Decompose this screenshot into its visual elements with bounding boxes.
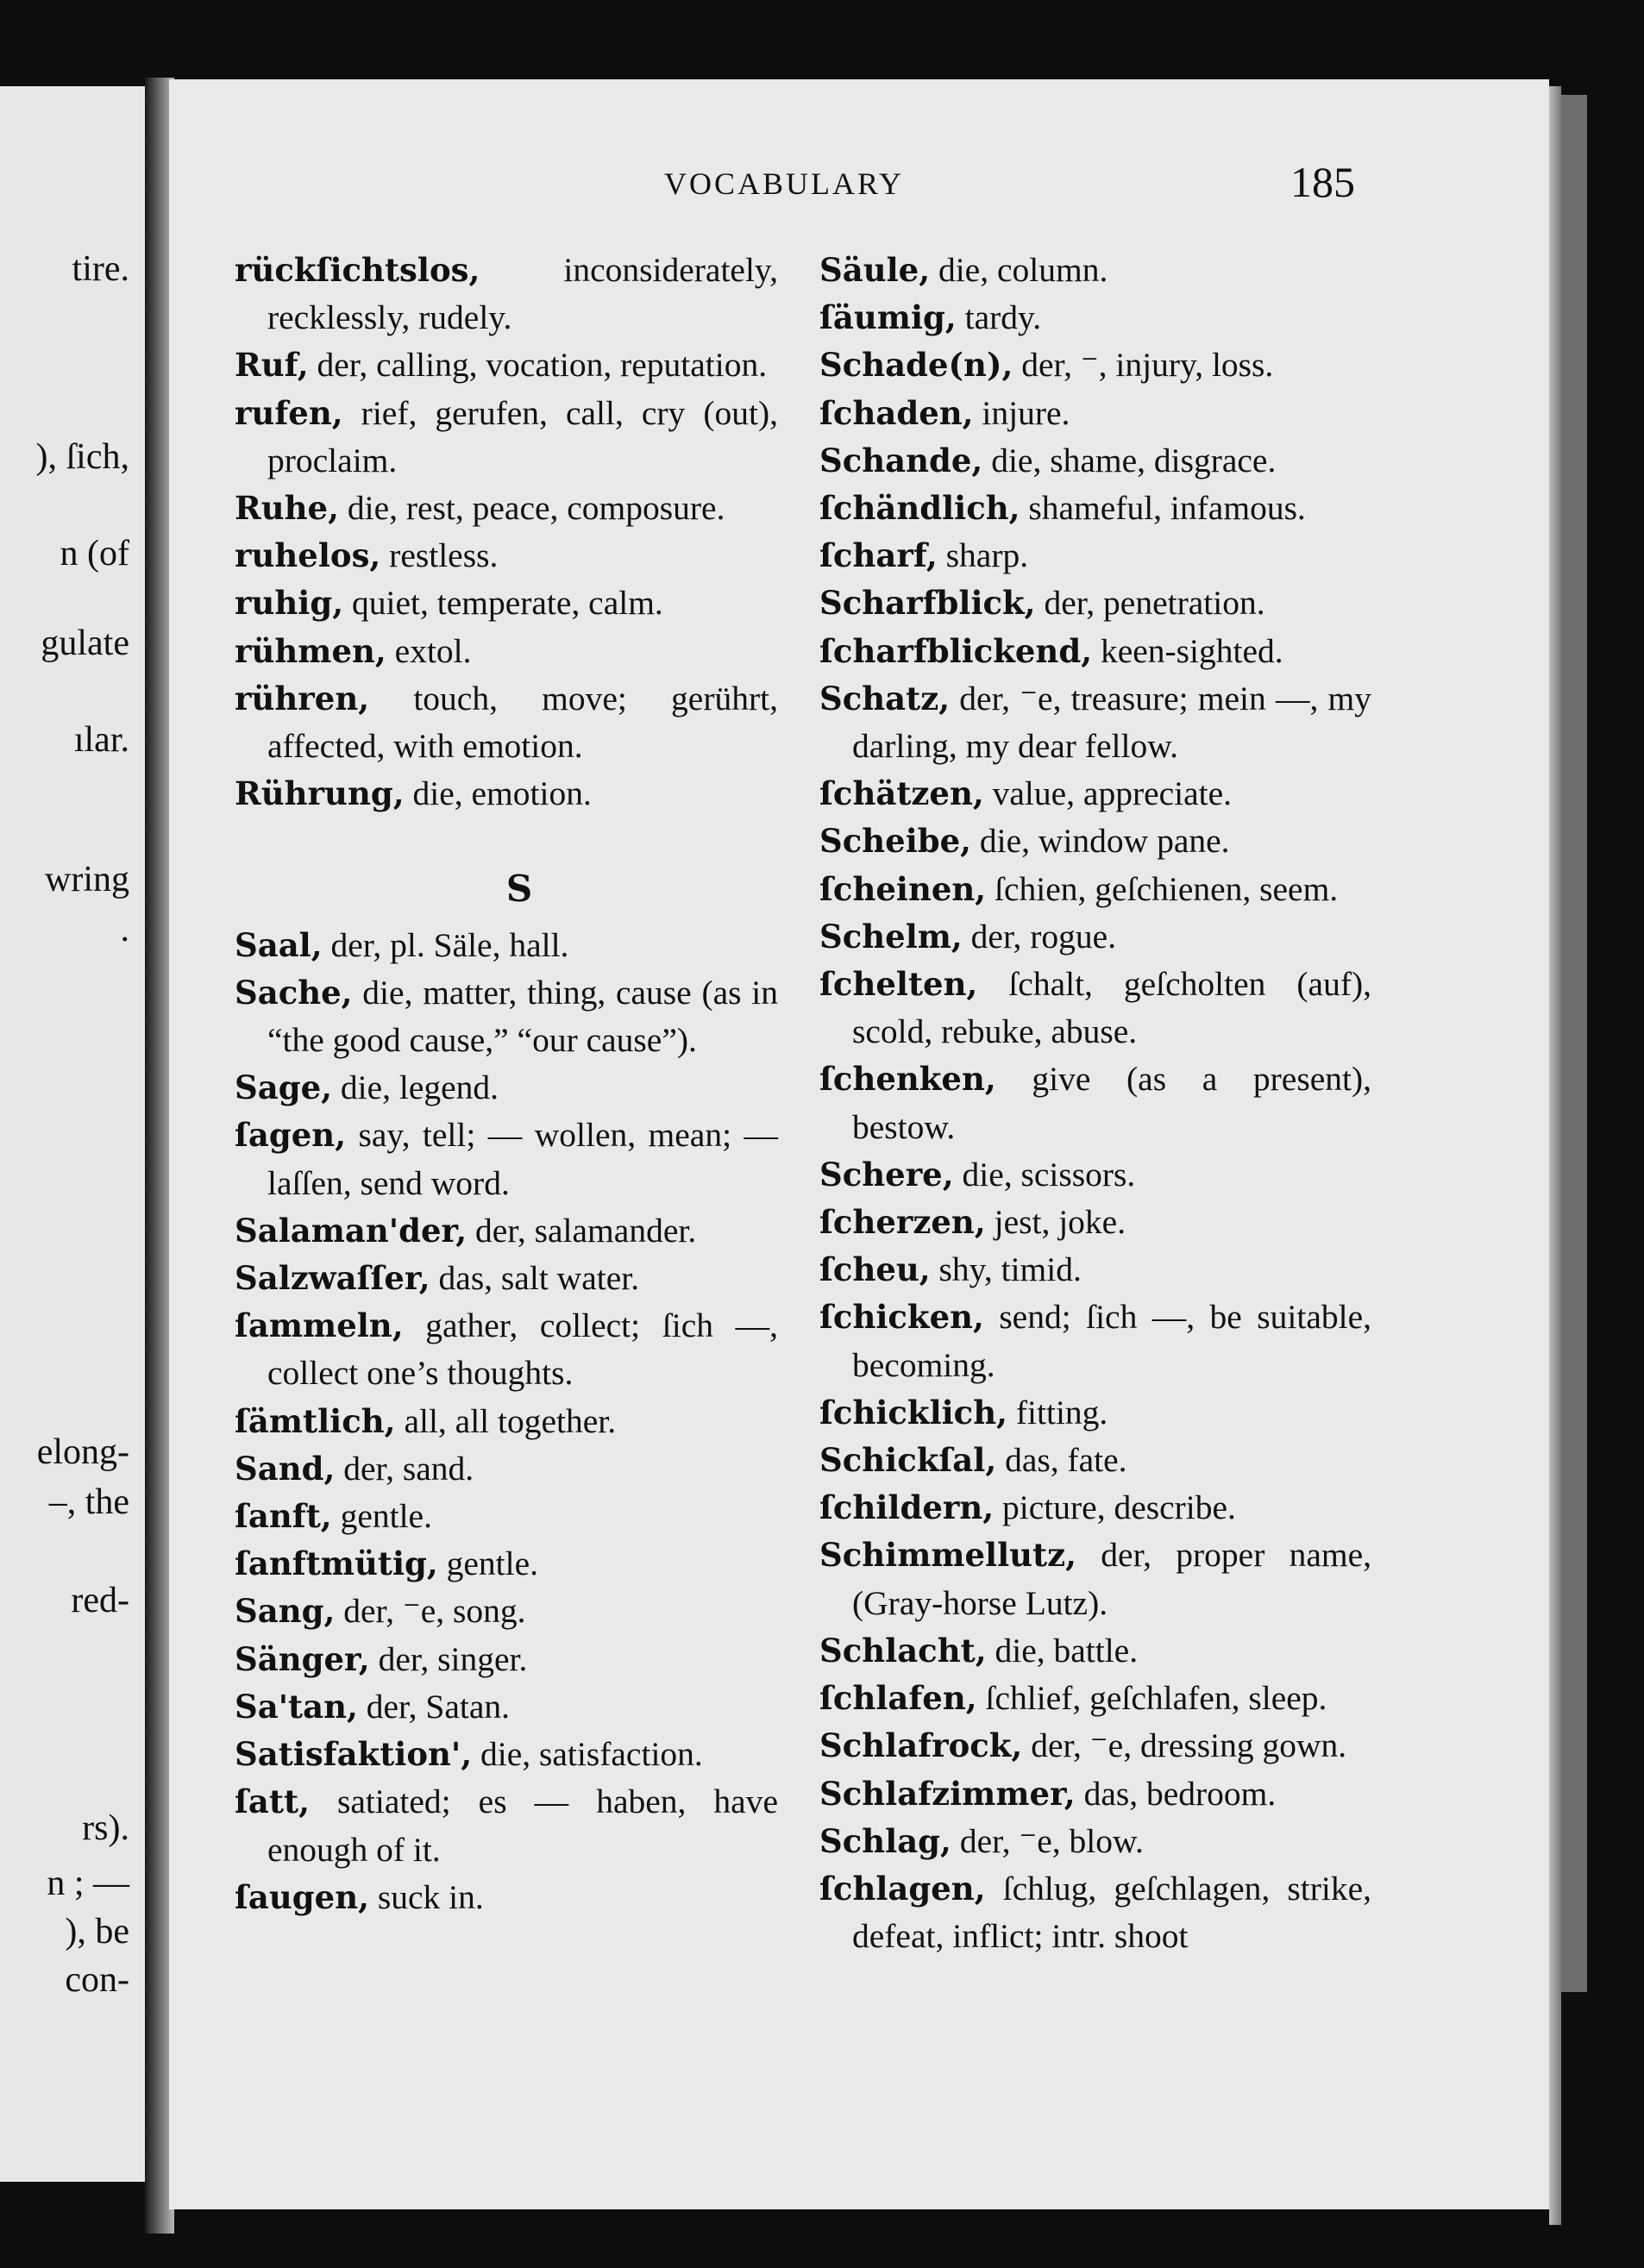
dictionary-entry xyxy=(235,1683,778,1731)
entry-definition: der, sand. xyxy=(335,1449,474,1488)
dictionary-entry xyxy=(819,247,1371,294)
dictionary-entry xyxy=(819,294,1371,341)
entry-definition: ſchlief, geſchlafen, sleep. xyxy=(976,1679,1327,1718)
entry-definition: gentle. xyxy=(437,1544,539,1583)
entry-headword: ſammeln, xyxy=(235,1306,404,1345)
entry-definition: all, all together. xyxy=(395,1401,617,1440)
facing-page-text: . xyxy=(120,910,129,949)
book-cover-edge xyxy=(1561,95,1587,1992)
facing-page-text: red- xyxy=(71,1581,129,1620)
entry-definition: touch, move; gerührt, affected, with emotion. xyxy=(267,679,778,766)
entry-definition: ſchlug, geſchlagen, strike, defeat, inflict; intr. shoot xyxy=(852,1869,1371,1956)
entry-headword: Schlafrock, xyxy=(819,1726,1023,1765)
entry-headword: Schatz, xyxy=(819,679,951,717)
entry-definition: jest, joke. xyxy=(985,1203,1126,1242)
entry-headword: Sang, xyxy=(235,1592,336,1631)
dictionary-entry xyxy=(819,437,1371,485)
entry-definition: restless. xyxy=(380,536,499,575)
entry-headword: ſcherzen, xyxy=(819,1203,986,1242)
entry-headword: Saal, xyxy=(235,925,323,964)
dictionary-entry xyxy=(235,922,778,969)
entry-definition: der, ⁻e, treasure; mein —, my darling, my dear fellow. xyxy=(852,679,1371,766)
dictionary-entry xyxy=(235,485,778,532)
entry-headword: Scheibe, xyxy=(819,822,972,861)
entry-headword: ſagen, xyxy=(235,1116,347,1155)
running-title: VOCABULARY xyxy=(664,166,905,201)
dictionary-entry xyxy=(819,1532,1371,1626)
entry-definition: der, calling, vocation, reputation. xyxy=(308,346,768,385)
dictionary-entry xyxy=(819,1818,1371,1865)
facing-page-text: –, the xyxy=(48,1482,129,1522)
facing-page-text: elong- xyxy=(36,1432,129,1472)
entry-headword: ſaugen, xyxy=(235,1877,369,1916)
facing-page-text: wring xyxy=(45,860,129,899)
dictionary-entry xyxy=(819,1627,1371,1675)
entry-definition: suck in. xyxy=(369,1877,484,1916)
entry-definition: shameful, infamous. xyxy=(1020,489,1306,528)
dictionary-entry xyxy=(235,1112,778,1206)
entry-headword: ſanft, xyxy=(235,1497,332,1536)
entry-headword: Ruhe, xyxy=(235,489,339,528)
dictionary-entry xyxy=(819,866,1371,913)
entry-headword: ſcheu, xyxy=(819,1250,931,1289)
dictionary-entry xyxy=(235,247,778,341)
dictionary-entry xyxy=(235,580,778,627)
entry-definition: inconsiderately, recklessly, rudely. xyxy=(267,251,778,337)
dictionary-entry xyxy=(235,1064,778,1112)
entry-headword: ſcharfblickend, xyxy=(819,631,1093,670)
entry-headword: ſchändlich, xyxy=(819,489,1020,528)
dictionary-entry xyxy=(819,1437,1371,1484)
entry-headword: rückſichtslos, xyxy=(235,251,480,289)
dictionary-entry xyxy=(819,1722,1371,1770)
dictionary-entry xyxy=(235,1588,778,1635)
entry-definition: die, scissors. xyxy=(953,1155,1136,1194)
entry-headword: ſchenken, xyxy=(819,1060,996,1099)
entry-headword: Satisfaktion', xyxy=(235,1735,473,1774)
dictionary-entry xyxy=(819,580,1371,627)
entry-definition: die, column. xyxy=(930,251,1108,289)
dictionary-entry xyxy=(235,675,778,770)
entry-definition: extol. xyxy=(386,631,472,670)
entry-definition: das, salt water. xyxy=(430,1259,640,1298)
entry-definition: die, window pane. xyxy=(971,822,1230,861)
entry-headword: ſäumig, xyxy=(819,298,957,337)
facing-page-text: con- xyxy=(65,1960,129,2000)
entry-definition: das, fate. xyxy=(996,1441,1127,1480)
entry-headword: Schade(n), xyxy=(819,346,1013,385)
entry-definition: der, salamander. xyxy=(467,1211,697,1250)
entry-definition: send; ſich —, be suitable, becoming. xyxy=(852,1298,1371,1384)
entry-definition: gather, collect; ſich —, collect one’s thoughts. xyxy=(267,1306,778,1393)
dictionary-entry xyxy=(235,1874,778,1921)
entry-definition: der, ⁻e, dressing gown. xyxy=(1022,1726,1347,1765)
dictionary-entry xyxy=(819,1294,1371,1388)
dictionary-entry xyxy=(235,1636,778,1683)
entry-definition: der, ⁻e, song. xyxy=(335,1592,526,1631)
entry-definition: shy, timid. xyxy=(930,1250,1082,1289)
entry-headword: ſatt, xyxy=(235,1782,310,1821)
entry-definition: satiated; es — haben, have enough of it. xyxy=(267,1782,778,1869)
dictionary-entry xyxy=(819,818,1371,865)
dictionary-entry xyxy=(235,1445,778,1493)
facing-page-text: ), be xyxy=(65,1912,129,1952)
entry-headword: Scharfblick, xyxy=(819,584,1036,623)
dictionary-entry xyxy=(235,1302,778,1397)
facing-page-text: ılar. xyxy=(73,720,129,760)
dictionary-entry xyxy=(235,1398,778,1445)
entry-definition: der, penetration. xyxy=(1035,584,1265,623)
entry-headword: ſcheinen, xyxy=(819,869,987,908)
right-column xyxy=(819,247,1371,1960)
entry-definition: die, battle. xyxy=(986,1631,1139,1670)
entry-definition: der, proper name, (Gray-horse Lutz). xyxy=(852,1536,1371,1622)
dictionary-entry xyxy=(235,1778,778,1873)
entry-headword: Sache, xyxy=(235,973,353,1012)
entry-definition: die, matter, thing, cause (as in “the good cause,” “our cause”). xyxy=(267,973,778,1060)
entry-definition: der, ⁻e, blow. xyxy=(951,1821,1144,1860)
entry-definition: gentle. xyxy=(331,1497,432,1536)
entry-headword: Schlag, xyxy=(819,1821,951,1860)
entry-headword: Ruf, xyxy=(235,346,309,385)
entry-definition: give (as a present), bestow. xyxy=(852,1060,1371,1146)
dictionary-entry xyxy=(819,1199,1371,1246)
entry-headword: Schere, xyxy=(819,1155,954,1194)
entry-definition: die, emotion. xyxy=(404,774,592,813)
dictionary-entry xyxy=(235,341,778,389)
entry-headword: Rührung, xyxy=(235,774,405,813)
dictionary-entry xyxy=(235,1207,778,1255)
facing-page-text: rs). xyxy=(82,1808,129,1848)
entry-headword: ſchildern, xyxy=(819,1488,995,1527)
entry-definition: quiet, temperate, calm. xyxy=(343,584,663,623)
entry-definition: fitting. xyxy=(1007,1393,1108,1432)
entry-definition: der, pl. Säle, hall. xyxy=(322,925,569,964)
entry-headword: ſchlagen, xyxy=(819,1869,986,1908)
entry-definition: der, rogue. xyxy=(962,917,1117,955)
entry-headword: Salaman'der, xyxy=(235,1211,467,1250)
entry-definition: die, rest, peace, composure. xyxy=(338,489,725,528)
entry-headword: ſchelten, xyxy=(819,965,978,1004)
entry-headword: Sänger, xyxy=(235,1639,370,1678)
left-column xyxy=(235,247,778,1921)
entry-definition: say, tell; — wollen, mean; — laſſen, send word. xyxy=(267,1116,778,1202)
facing-page-text: gulate xyxy=(41,623,129,663)
entry-headword: ſcharf, xyxy=(819,536,938,575)
dictionary-entry xyxy=(819,1151,1371,1199)
dictionary-entry xyxy=(235,1493,778,1540)
entry-headword: ruhelos, xyxy=(235,536,381,575)
entry-definition: der, singer. xyxy=(369,1639,528,1678)
entry-definition: die, legend. xyxy=(332,1068,499,1107)
page-number: 185 xyxy=(1290,158,1355,206)
dictionary-entry xyxy=(235,969,778,1064)
entry-headword: ſchicken, xyxy=(819,1298,984,1337)
page-edge xyxy=(1549,86,1561,2225)
facing-page-text: ), ſich, xyxy=(35,437,129,477)
dictionary-entry xyxy=(819,341,1371,389)
page-header xyxy=(169,158,1549,217)
entry-headword: ruhig, xyxy=(235,584,344,623)
dictionary-entry xyxy=(819,485,1371,532)
entry-definition: ſchien, geſchienen, seem. xyxy=(986,869,1339,908)
entry-headword: ſchlafen, xyxy=(819,1679,977,1718)
entry-definition: injure. xyxy=(973,393,1070,432)
dictionary-entry xyxy=(819,1675,1371,1722)
facing-page-text: n ; — xyxy=(47,1864,129,1903)
dictionary-entry xyxy=(819,1865,1371,1960)
facing-page-text: tire. xyxy=(72,249,129,289)
entry-headword: ſanftmütig, xyxy=(235,1544,438,1583)
entries-s xyxy=(235,922,778,1921)
dictionary-entry xyxy=(819,961,1371,1056)
entry-headword: Säule, xyxy=(819,251,931,289)
entry-definition: das, bedroom. xyxy=(1075,1774,1277,1813)
entry-definition: tardy. xyxy=(956,298,1042,337)
entry-definition: sharp. xyxy=(937,536,1029,575)
dictionary-entry xyxy=(819,390,1371,437)
entry-headword: ſämtlich, xyxy=(235,1401,396,1440)
dictionary-entry xyxy=(819,770,1371,818)
section-letter-heading: S xyxy=(505,868,533,911)
entry-headword: Schlafzimmer, xyxy=(819,1774,1076,1813)
entry-definition: die, satisfaction. xyxy=(472,1735,703,1774)
dictionary-entry xyxy=(235,770,778,818)
entry-headword: ſchaden, xyxy=(819,393,974,432)
entry-headword: Sand, xyxy=(235,1449,336,1488)
entry-definition: der, Satan. xyxy=(357,1687,510,1726)
entry-headword: Schlacht, xyxy=(819,1631,987,1670)
dictionary-entry xyxy=(819,1484,1371,1532)
entry-headword: rufen, xyxy=(235,393,343,432)
facing-page-fragment xyxy=(0,86,145,2182)
dictionary-entry xyxy=(235,1731,778,1778)
dictionary-entry xyxy=(819,675,1371,770)
dictionary-entry xyxy=(235,1255,778,1302)
entry-definition: der, ⁻, injury, loss. xyxy=(1013,346,1274,385)
dictionary-entry xyxy=(819,913,1371,961)
entry-definition: die, shame, disgrace. xyxy=(982,441,1277,479)
entry-headword: Sa'tan, xyxy=(235,1687,358,1726)
entries-r xyxy=(235,247,778,818)
entry-headword: Salzwaſſer, xyxy=(235,1259,430,1298)
dictionary-entry xyxy=(235,628,778,675)
dictionary-entry xyxy=(819,1770,1371,1818)
entries-s-continued xyxy=(819,247,1371,1960)
entry-headword: Schimmellutz, xyxy=(819,1536,1077,1575)
dictionary-entry xyxy=(819,1056,1371,1150)
entry-definition: ſchalt, geſcholten (auf), scold, rebuke, abuse. xyxy=(852,965,1371,1051)
entry-headword: Schickſal, xyxy=(819,1441,997,1480)
dictionary-entry xyxy=(819,532,1371,580)
entry-headword: Sage, xyxy=(235,1068,332,1107)
facing-page-text: n (of xyxy=(60,534,129,573)
entry-headword: rühmen, xyxy=(235,631,386,670)
entry-definition: picture, describe. xyxy=(994,1488,1236,1527)
entry-headword: Schelm, xyxy=(819,917,963,955)
entry-headword: ſchätzen, xyxy=(819,774,984,813)
entry-headword: ſchicklich, xyxy=(819,1393,1007,1432)
dictionary-entry xyxy=(235,1540,778,1588)
dictionary-entry xyxy=(819,1389,1371,1437)
entry-definition: keen-sighted. xyxy=(1092,631,1283,670)
dictionary-entry xyxy=(235,390,778,485)
dictionary-entry xyxy=(819,1246,1371,1294)
dictionary-entry xyxy=(235,532,778,580)
entry-headword: Schande, xyxy=(819,441,983,479)
entry-headword: rühren, xyxy=(235,679,370,717)
dictionary-entry xyxy=(819,628,1371,675)
entry-definition: value, appreciate. xyxy=(983,774,1233,813)
entry-definition: rief, gerufen, call, cry (out), proclaim. xyxy=(267,393,778,479)
